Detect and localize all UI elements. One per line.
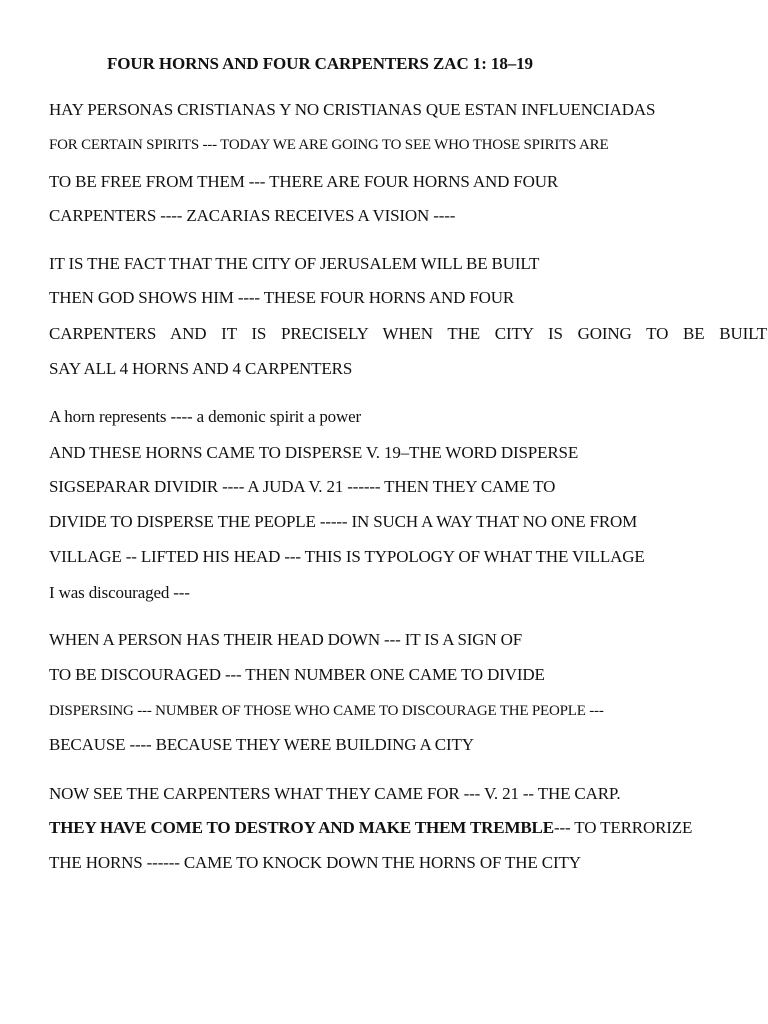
- text-line: THE HORNS ------ CAME TO KNOCK DOWN THE HORNS OF THE CITY: [49, 853, 581, 872]
- bold-text: THEY HAVE COME TO DESTROY AND MAKE THEM TREMBLE: [49, 818, 554, 837]
- text-line: TO BE FREE FROM THEM --- THERE ARE FOUR HORNS AND FOUR: [49, 172, 559, 191]
- text-line: DIVIDE TO DISPERSE THE PEOPLE ----- IN SUCH A WAY THAT NO ONE FROM: [49, 512, 638, 531]
- text-line: THEN GOD SHOWS HIM ---- THESE FOUR HORNS AND FOUR: [49, 288, 515, 307]
- text-line: DISPERSING --- NUMBER OF THOSE WHO CAME TO DISCOURAGE THE PEOPLE ---: [49, 703, 604, 719]
- text-line: IT IS THE FACT THAT THE CITY OF JERUSALEM WILL BE BUILT: [49, 254, 540, 273]
- text-line: AND THESE HORNS CAME TO DISPERSE V. 19–THE WORD DISPERSE: [49, 443, 579, 462]
- text-line: WHEN A PERSON HAS THEIR HEAD DOWN --- IT IS A SIGN OF: [49, 630, 523, 649]
- text-line: BECAUSE ---- BECAUSE THEY WERE BUILDING A CITY: [49, 735, 474, 754]
- text-line: I was discouraged ---: [49, 583, 190, 602]
- text-line: SAY ALL 4 HORNS AND 4 CARPENTERS: [49, 359, 353, 378]
- text-line: SIGSEPARAR DIVIDIR ---- A JUDA V. 21 ------ THEN THEY CAME TO: [49, 477, 556, 496]
- text-line: CARPENTERS AND IT IS PRECISELY WHEN THE CITY IS GOING TO BE BUILT: [49, 324, 767, 343]
- text-line: FOR CERTAIN SPIRITS --- TODAY WE ARE GOING TO SEE WHO THOSE SPIRITS ARE: [49, 137, 609, 153]
- text-line: CARPENTERS ---- ZACARIAS RECEIVES A VISION ----: [49, 206, 456, 225]
- text-tail: --- TO TERRORIZE: [553, 818, 693, 837]
- text-line: A horn represents ---- a demonic spirit a power: [49, 407, 362, 426]
- text-line: TO BE DISCOURAGED --- THEN NUMBER ONE CAME TO DIVIDE: [49, 665, 545, 684]
- text-line-mixed: [49, 817, 692, 839]
- text-line: HAY PERSONAS CRISTIANAS Y NO CRISTIANAS QUE ESTAN INFLUENCIADAS: [49, 100, 656, 119]
- text-line: VILLAGE -- LIFTED HIS HEAD --- THIS IS TYPOLOGY OF WHAT THE VILLAGE: [49, 547, 645, 566]
- text-line: NOW SEE THE CARPENTERS WHAT THEY CAME FOR --- V. 21 -- THE CARP.: [49, 784, 621, 803]
- document-title: FOUR HORNS AND FOUR CARPENTERS ZAC 1: 18–19: [107, 54, 533, 73]
